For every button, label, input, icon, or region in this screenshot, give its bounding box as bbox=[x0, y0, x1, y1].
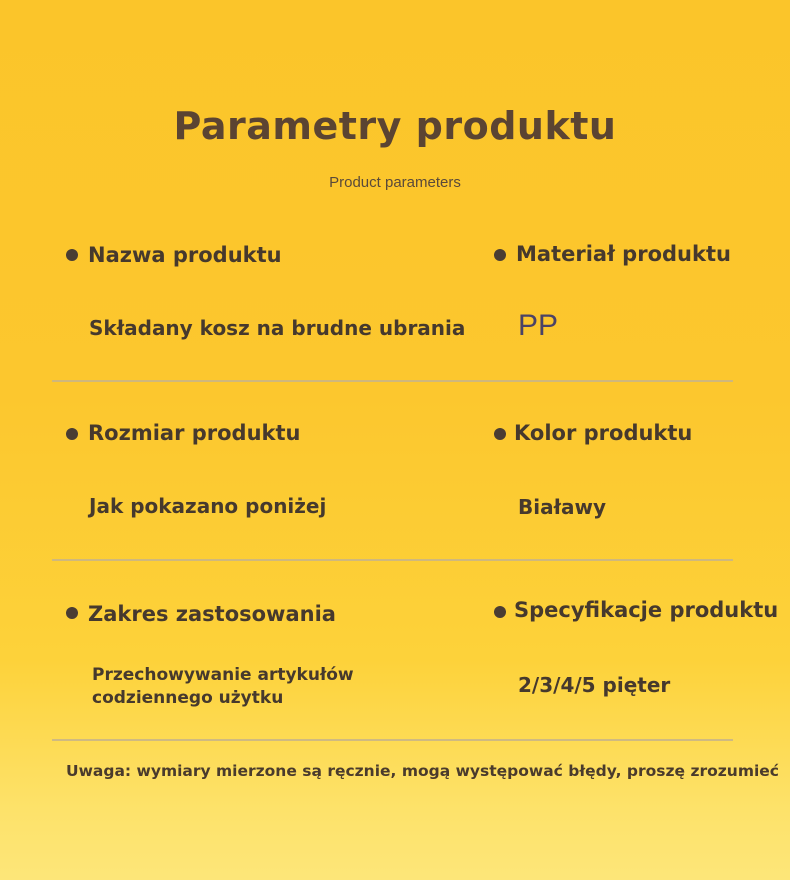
page-title: Parametry produktu bbox=[173, 104, 617, 148]
param-label-color: Kolor produktu bbox=[514, 421, 693, 445]
bullet-icon bbox=[66, 428, 78, 440]
param-value-color: Białawy bbox=[518, 495, 607, 519]
param-value-material: PP bbox=[518, 309, 559, 342]
bullet-icon bbox=[494, 606, 506, 618]
param-value-name: Składany kosz na brudne ubrania bbox=[89, 316, 466, 340]
bullet-icon bbox=[66, 607, 78, 619]
param-value-scope bbox=[92, 664, 392, 710]
bullet-icon bbox=[494, 428, 506, 440]
param-label-size: Rozmiar produktu bbox=[88, 421, 301, 445]
param-value-scope-line1: Przechowywanie artykułów bbox=[92, 665, 354, 685]
param-value-scope-line2: codziennego użytku bbox=[92, 688, 284, 708]
param-label-spec: Specyfikacje produktu bbox=[514, 598, 779, 622]
bullet-icon bbox=[494, 249, 506, 261]
divider bbox=[52, 380, 733, 382]
param-label-name: Nazwa produktu bbox=[88, 243, 282, 267]
divider bbox=[52, 559, 733, 561]
param-value-spec: 2/3/4/5 pięter bbox=[518, 673, 671, 697]
param-label-scope: Zakres zastosowania bbox=[88, 602, 336, 626]
measurement-note: Uwaga: wymiary mierzone są ręcznie, mogą występować błędy, proszę zrozumieć bbox=[66, 762, 779, 780]
param-value-size: Jak pokazano poniżej bbox=[89, 494, 327, 518]
param-label-material: Materiał produktu bbox=[516, 242, 731, 266]
page-subtitle: Product parameters bbox=[329, 174, 461, 191]
bullet-icon bbox=[66, 249, 78, 261]
divider bbox=[52, 739, 733, 741]
